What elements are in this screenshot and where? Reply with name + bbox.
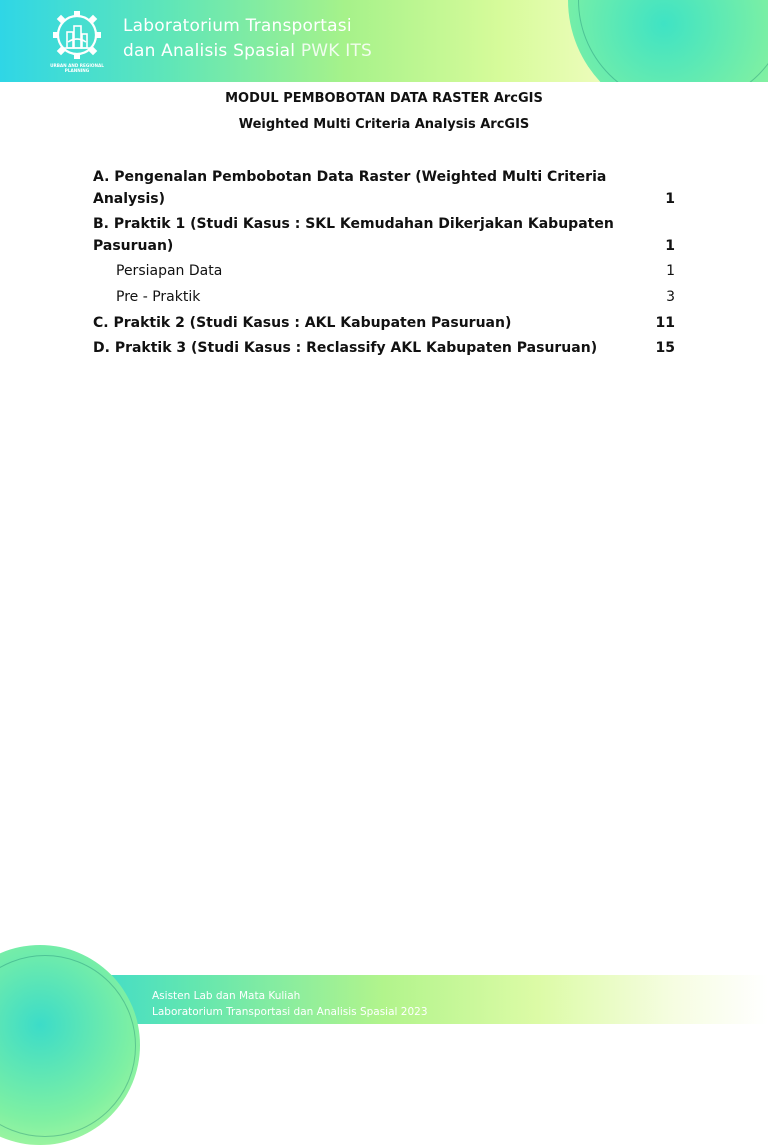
toc-entry-b[interactable] [93,213,675,257]
document-subtitle: Weighted Multi Criteria Analysis ArcGIS [238,117,530,132]
logo-caption-2: PLANNING [64,68,90,73]
toc-entry-text: D. Praktik 3 (Studi Kasus : Reclassify AKL Kabupaten Pasuruan) [93,340,598,356]
toc-entry-a[interactable] [93,166,675,210]
toc-entry-text: A. Pengenalan Pembobotan Data Raster (Weighted Multi Criteria Analysis) [93,169,607,207]
toc-page-number: 3 [666,289,675,305]
document-title: MODUL PEMBOBOTAN DATA RASTER ArcGIS [225,91,543,106]
logo-caption: URBAN AND REGIONAL [50,63,104,68]
toc-entry-text: C. Praktik 2 (Studi Kasus : AKL Kabupaten Pasuruan) [93,315,512,331]
toc-entry-persiapan-data[interactable] [93,260,675,282]
header-title-line1: Laboratorium Transportasi [123,16,352,36]
toc-page-number: 11 [655,315,675,331]
header-band [0,0,768,82]
header-title-main: dan Analisis Spasial [123,41,296,61]
toc-page-number: 1 [665,238,675,254]
header-title-line2 [123,41,372,61]
gear-building-logo-icon [50,8,104,74]
toc-entry-d[interactable] [93,337,675,359]
toc-entry-c[interactable] [93,312,675,334]
toc-page-number: 1 [665,191,675,207]
table-of-contents [93,166,675,359]
toc-page-number: 1 [666,263,675,279]
toc-entry-text: Pre - Praktik [116,289,201,305]
toc-page-number: 15 [655,340,675,356]
header-title-suffix: PWK ITS [295,41,373,61]
decorative-circle [568,0,768,82]
footer-line1: Asisten Lab dan Mata Kuliah [152,990,301,1002]
toc-entry-text: Persiapan Data [116,263,223,279]
footer-line2: Laboratorium Transportasi dan Analisis Spasial 2023 [152,1006,428,1018]
toc-entry-text: B. Praktik 1 (Studi Kasus : SKL Kemudahan Dikerjakan Kabupaten Pasuruan) [93,216,614,254]
toc-entry-pre-praktik[interactable] [93,286,675,308]
